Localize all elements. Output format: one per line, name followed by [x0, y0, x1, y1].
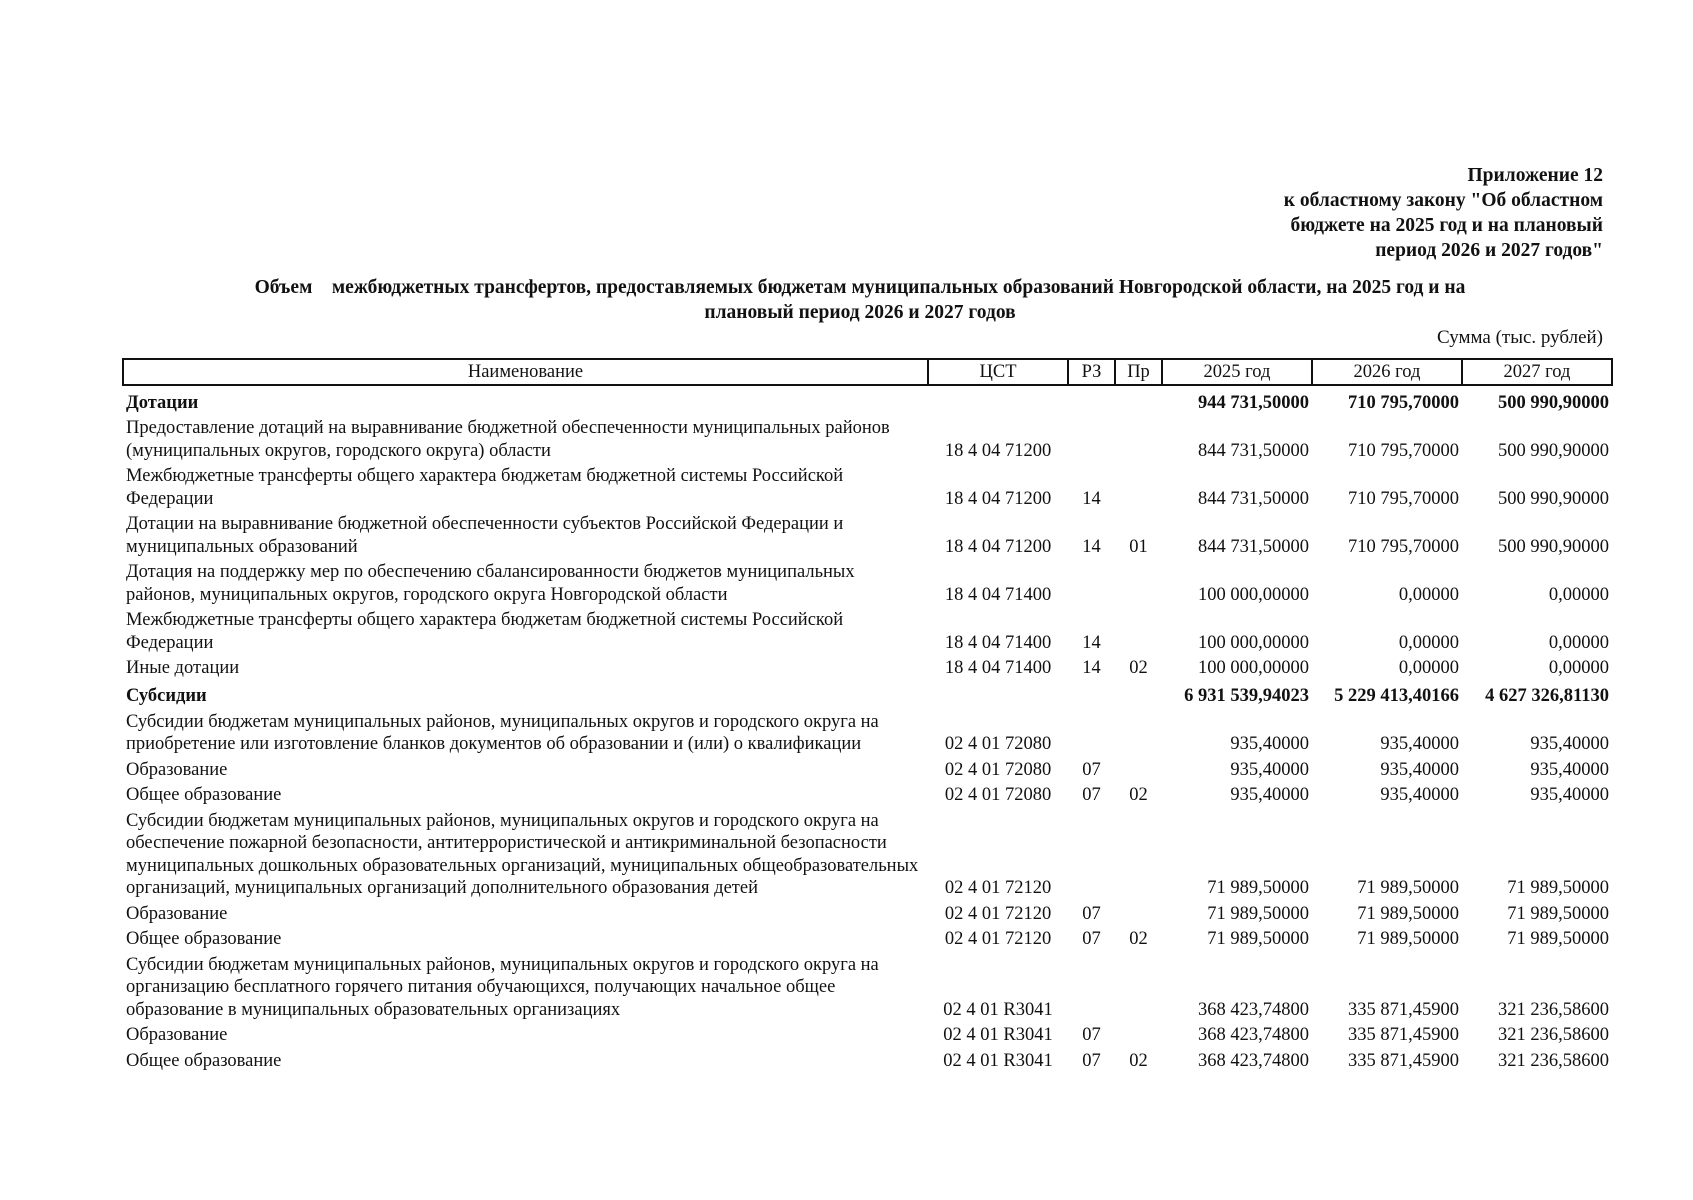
cell-cst: 02 4 01 72120	[944, 878, 1052, 898]
header-2027: 2027 год	[1462, 359, 1612, 385]
table-row	[123, 925, 1612, 951]
cell-name: Субсидии бюджетам муниципальных районов, муниципальных округов и городского округа на обеспечение пожарной безопасности, антитеррористической и антикриминальной безопасности муниципальных дошкольных образовательных организаций, муниципальных общеобразовательных организаций, муниципальных организаций дополнительного образования детей	[126, 810, 919, 898]
cell-cst: 18 4 04 71200	[944, 440, 1052, 461]
cell-2025: 71 989,50000	[1207, 903, 1309, 924]
cell-pr	[1115, 708, 1162, 756]
cell-rz	[1068, 680, 1115, 708]
cell-rz: 07	[1082, 785, 1101, 805]
cell-name: Предоставление дотаций на выравнивание бюджетной обеспеченности муниципальных районов (муниципальных округов, городского округа) области	[126, 418, 890, 461]
cell-2027: 935,40000	[1530, 734, 1609, 754]
cell-cst: 02 4 01 R3041	[943, 999, 1053, 1020]
cell-cst: 02 4 01 72120	[944, 903, 1052, 924]
cell-rz: 14	[1082, 632, 1101, 653]
cell-cst: 18 4 04 71400	[944, 584, 1052, 605]
cell-2027: 0,00000	[1548, 632, 1609, 653]
cell-cst: 18 4 04 71200	[944, 536, 1052, 557]
cell-2025: 6 931 539,94023	[1184, 686, 1309, 706]
cell-2025: 844 731,50000	[1198, 488, 1309, 509]
cell-2026: 335 871,45900	[1348, 1050, 1459, 1071]
cell-name: Образование	[126, 759, 228, 780]
table-row	[123, 708, 1612, 756]
cell-name: Субсидии бюджетам муниципальных районов, муниципальных округов и городского округа на приобретение или изготовление бланков документов об образовании и (или) о квалификации	[126, 711, 879, 754]
cell-name: Дотации	[126, 392, 199, 413]
cell-name: Межбюджетные трансферты общего характера бюджетам бюджетной системы Российской Федерации	[126, 610, 844, 653]
cell-pr	[1115, 414, 1162, 462]
cell-pr	[1115, 680, 1162, 708]
cell-name: Общее образование	[126, 929, 282, 949]
cell-2027: 935,40000	[1530, 785, 1609, 805]
cell-2026: 710 795,70000	[1348, 536, 1459, 557]
cell-2026: 71 989,50000	[1357, 903, 1459, 924]
cell-2026: 0,00000	[1398, 658, 1459, 678]
cell-2025: 100 000,00000	[1198, 632, 1309, 653]
cell-2026: 335 871,45900	[1348, 1025, 1459, 1045]
cell-2027: 71 989,50000	[1507, 878, 1609, 898]
cell-cst: 02 4 01 R3041	[943, 1050, 1053, 1071]
cell-2026: 0,00000	[1398, 632, 1459, 653]
document-title	[150, 275, 1570, 325]
appendix-line-2: к областному закону "Об областном	[1283, 190, 1603, 211]
table-row	[123, 414, 1612, 462]
cell-2027: 500 990,90000	[1498, 392, 1609, 413]
cell-cst: 18 4 04 71400	[944, 658, 1052, 678]
cell-name: Иные дотации	[126, 658, 240, 678]
table-row	[123, 900, 1612, 926]
table-row	[123, 781, 1612, 807]
cell-rz	[1068, 385, 1115, 414]
cell-cst: 02 4 01 72080	[944, 734, 1052, 754]
cell-cst: 02 4 01 72080	[944, 785, 1052, 805]
table-row	[123, 807, 1612, 900]
cell-2027: 321 236,58600	[1498, 1050, 1609, 1071]
cell-pr	[1115, 756, 1162, 782]
cell-rz: 14	[1082, 488, 1101, 509]
cell-name: Дотации на выравнивание бюджетной обеспеченности субъектов Российской Федерации и муниципальных образований	[126, 514, 844, 557]
table-header	[123, 359, 1612, 385]
title-line-1: Объем межбюджетных трансфертов, предоставляемых бюджетам муниципальных образований Новгородской области, на 2025 год и на	[254, 277, 1466, 298]
cell-rz: 07	[1082, 903, 1101, 924]
cell-pr: 02	[1129, 785, 1148, 805]
cell-2026: 0,00000	[1398, 584, 1459, 605]
cell-rz	[1068, 951, 1115, 1022]
cell-2027: 321 236,58600	[1498, 1025, 1609, 1045]
cell-rz	[1068, 708, 1115, 756]
cell-2027: 500 990,90000	[1498, 536, 1609, 557]
cell-rz: 07	[1082, 759, 1101, 780]
cell-name: Субсидии	[126, 686, 207, 706]
cell-2025: 71 989,50000	[1207, 878, 1309, 898]
title-line-2: плановый период 2026 и 2027 годов	[704, 302, 1016, 323]
cell-rz: 14	[1082, 536, 1101, 557]
table-row	[123, 510, 1612, 558]
cell-rz: 14	[1082, 658, 1101, 678]
cell-2027: 935,40000	[1530, 759, 1609, 780]
cell-2027: 71 989,50000	[1507, 929, 1609, 949]
cell-cst: 18 4 04 71200	[944, 488, 1052, 509]
cell-name: Субсидии бюджетам муниципальных районов, муниципальных округов и городского округа на организацию бесплатного горячего питания обучающихся, получающих начальное общее образование в муниципальных образовательных организациях	[126, 954, 879, 1020]
cell-2025: 935,40000	[1230, 785, 1309, 805]
cell-pr: 02	[1129, 929, 1148, 949]
table-row	[123, 1047, 1612, 1073]
cell-pr: 01	[1129, 536, 1148, 557]
cell-2025: 100 000,00000	[1198, 658, 1309, 678]
cell-2027: 0,00000	[1548, 658, 1609, 678]
header-rz: РЗ	[1068, 359, 1115, 385]
table-row	[123, 1021, 1612, 1047]
appendix-caption	[1183, 163, 1603, 263]
header-cst: ЦСТ	[928, 359, 1068, 385]
cell-pr	[1115, 558, 1162, 606]
section-row	[123, 680, 1612, 708]
cell-2026: 710 795,70000	[1348, 440, 1459, 461]
table-row	[123, 606, 1612, 654]
cell-2026: 71 989,50000	[1357, 929, 1459, 949]
cell-2025: 944 731,50000	[1198, 392, 1309, 413]
cell-pr	[1115, 900, 1162, 926]
cell-2027: 71 989,50000	[1507, 903, 1609, 924]
cell-2027: 4 627 326,81130	[1485, 686, 1609, 706]
cell-2027: 0,00000	[1548, 584, 1609, 605]
cell-name: Общее образование	[126, 1050, 282, 1071]
appendix-line-3: бюджете на 2025 год и на плановый	[1290, 215, 1603, 236]
cell-2027: 500 990,90000	[1498, 488, 1609, 509]
cell-2026: 935,40000	[1380, 759, 1459, 780]
cell-2025: 368 423,74800	[1198, 999, 1309, 1020]
cell-pr	[1115, 606, 1162, 654]
cell-cst	[928, 385, 1068, 414]
cell-cst: 02 4 01 72080	[944, 759, 1052, 780]
cell-2026: 935,40000	[1380, 734, 1459, 754]
section-row	[123, 385, 1612, 414]
cell-2025: 368 423,74800	[1198, 1025, 1309, 1045]
cell-rz	[1068, 414, 1115, 462]
cell-pr	[1115, 462, 1162, 510]
cell-pr	[1115, 385, 1162, 414]
cell-pr	[1115, 807, 1162, 900]
cell-name: Межбюджетные трансферты общего характера бюджетам бюджетной системы Российской Федерации	[126, 466, 844, 509]
header-pr: Пр	[1115, 359, 1162, 385]
table-row	[123, 951, 1612, 1022]
cell-2026: 335 871,45900	[1348, 999, 1459, 1020]
units-label: Сумма (тыс. рублей)	[1437, 327, 1603, 348]
header-2025: 2025 год	[1162, 359, 1312, 385]
header-2026: 2026 год	[1312, 359, 1462, 385]
transfers-table	[122, 358, 1613, 1072]
cell-cst: 18 4 04 71400	[944, 632, 1052, 653]
cell-rz	[1068, 807, 1115, 900]
cell-2025: 844 731,50000	[1198, 440, 1309, 461]
cell-rz: 07	[1082, 1025, 1101, 1045]
table-body	[123, 385, 1612, 1072]
cell-name: Дотация на поддержку мер по обеспечению сбалансированности бюджетов муниципальных районов, муниципальных округов, городского округа Новгородской области	[126, 562, 855, 605]
cell-rz	[1068, 558, 1115, 606]
table-row	[123, 558, 1612, 606]
cell-cst: 02 4 01 R3041	[943, 1025, 1053, 1045]
cell-2025: 100 000,00000	[1198, 584, 1309, 605]
cell-pr	[1115, 951, 1162, 1022]
cell-rz: 07	[1082, 929, 1101, 949]
cell-cst: 02 4 01 72120	[944, 929, 1052, 949]
cell-rz: 07	[1082, 1050, 1101, 1071]
cell-2026: 935,40000	[1380, 785, 1459, 805]
cell-pr: 02	[1129, 1050, 1148, 1071]
appendix-line-1: Приложение 12	[1467, 165, 1603, 186]
cell-2026: 710 795,70000	[1348, 392, 1459, 413]
cell-pr: 02	[1129, 658, 1148, 678]
cell-2027: 321 236,58600	[1498, 999, 1609, 1020]
cell-2025: 368 423,74800	[1198, 1050, 1309, 1071]
cell-2025: 935,40000	[1230, 734, 1309, 754]
cell-2025: 71 989,50000	[1207, 929, 1309, 949]
cell-name: Образование	[126, 1025, 228, 1045]
table-row	[123, 756, 1612, 782]
table-row	[123, 462, 1612, 510]
cell-2025: 935,40000	[1230, 759, 1309, 780]
table-row	[123, 654, 1612, 680]
cell-2026: 5 229 413,40166	[1334, 686, 1459, 706]
cell-cst	[928, 680, 1068, 708]
cell-2027: 500 990,90000	[1498, 440, 1609, 461]
cell-2026: 710 795,70000	[1348, 488, 1459, 509]
cell-name: Общее образование	[126, 785, 282, 805]
cell-pr	[1115, 1021, 1162, 1047]
cell-name: Образование	[126, 903, 228, 924]
header-name: Наименование	[123, 359, 928, 385]
cell-2026: 71 989,50000	[1357, 878, 1459, 898]
appendix-line-4: период 2026 и 2027 годов"	[1375, 240, 1603, 261]
cell-2025: 844 731,50000	[1198, 536, 1309, 557]
